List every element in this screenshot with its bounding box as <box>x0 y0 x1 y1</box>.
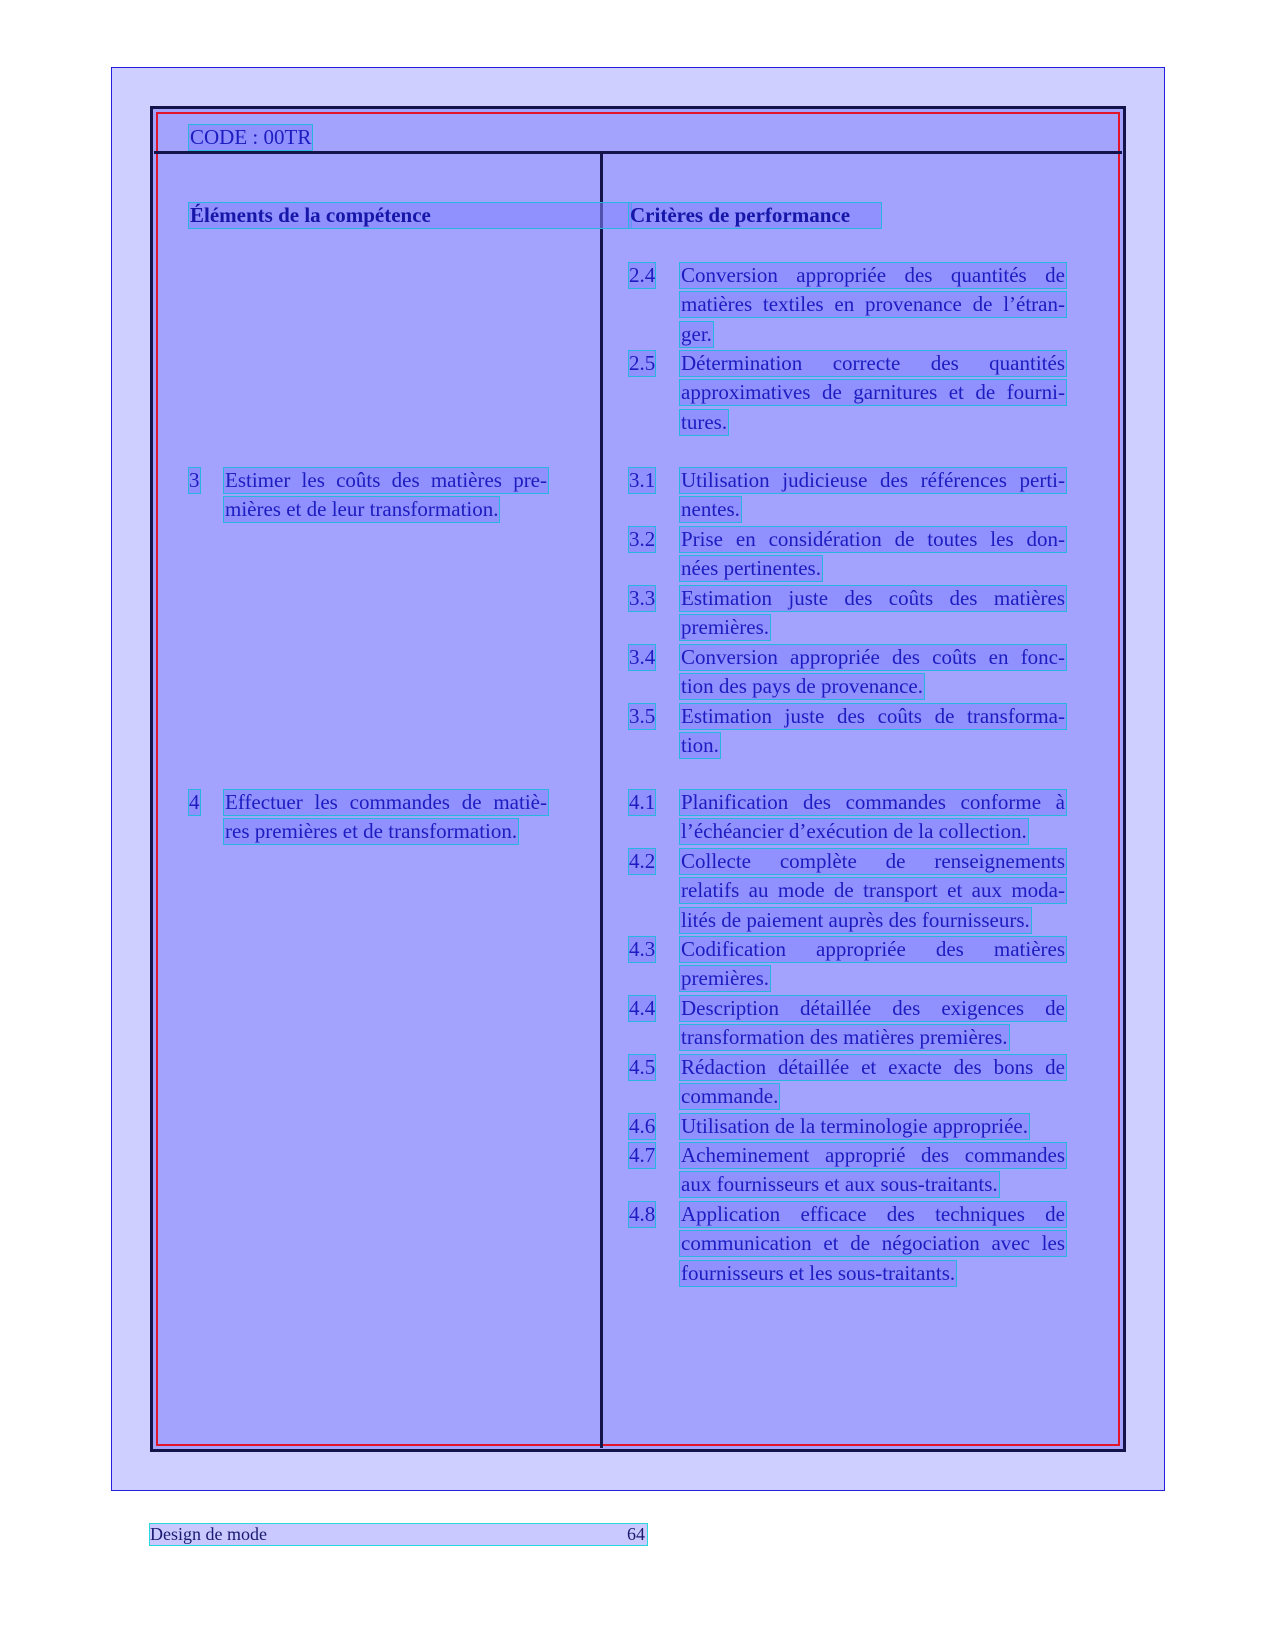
criterion-line: Utilisation judicieuse des références perti- <box>681 468 1065 492</box>
header-criteria: Critères de performance <box>629 203 881 228</box>
page-footer <box>150 1524 647 1545</box>
criterion-line: communication et de négociation avec les <box>681 1231 1065 1256</box>
criterion-line: Description détaillée des exigences de <box>681 996 1065 1020</box>
criterion-number: 3.2 <box>629 527 656 551</box>
criterion-line: nentes. <box>681 497 740 522</box>
element-line: mières et de leur transformation. <box>225 497 499 522</box>
criterion-line: Estimation juste des coûts de transforma- <box>681 704 1065 728</box>
criterion-number: 4.1 <box>629 790 656 814</box>
criterion-line: Acheminement approprié des commandes <box>681 1143 1065 1167</box>
criterion-number: 4.4 <box>629 996 656 1020</box>
criterion-line: commande. <box>681 1084 779 1109</box>
criterion-line: matières textiles en provenance de l’étran- <box>681 292 1065 317</box>
criterion-line: Prise en considération de toutes les don- <box>681 527 1065 551</box>
criterion-line: tures. <box>681 409 728 434</box>
criterion-line: tion. <box>681 733 719 758</box>
criterion-line: approximatives de garnitures et de fourni- <box>681 380 1065 405</box>
element-line: res premières et de transformation. <box>225 819 518 844</box>
criterion-line: lités de paiement auprès des fournisseurs. <box>681 907 1030 932</box>
criterion-line: Estimation juste des coûts des matières <box>681 586 1065 610</box>
criterion-line: premières. <box>681 615 770 640</box>
element-number: 4 <box>189 790 200 814</box>
criterion-line: Détermination correcte des quantités <box>681 351 1065 375</box>
code-label: CODE : 00TR <box>190 125 312 149</box>
criterion-number: 4.2 <box>629 849 656 873</box>
criterion-line: premières. <box>681 966 770 991</box>
criterion-number: 4.7 <box>629 1143 656 1167</box>
criterion-number: 2.4 <box>629 263 656 287</box>
criterion-number: 4.3 <box>629 937 656 961</box>
criterion-line: Conversion appropriée des quantités de <box>681 263 1065 287</box>
header-elements: Éléments de la compétence <box>189 203 631 228</box>
criterion-number: 4.6 <box>629 1114 656 1138</box>
criterion-number: 3.1 <box>629 468 656 492</box>
criterion-number: 3.3 <box>629 586 656 610</box>
element-line: Effectuer les commandes de matiè- <box>225 790 547 814</box>
criterion-line: ger. <box>681 321 712 346</box>
element-line: Estimer les coûts des matières pre- <box>225 468 547 492</box>
criterion-line: Rédaction détaillée et exacte des bons de <box>681 1055 1065 1079</box>
column-divider <box>600 154 603 1448</box>
criterion-line: nées pertinentes. <box>681 556 821 581</box>
criterion-number: 2.5 <box>629 351 656 375</box>
criterion-line: Conversion appropriée des coûts en fonc- <box>681 645 1065 669</box>
criterion-line: fournisseurs et les sous-traitants. <box>681 1260 956 1285</box>
criterion-line: aux fournisseurs et aux sous-traitants. <box>681 1172 998 1197</box>
criterion-number: 3.5 <box>629 704 656 728</box>
criterion-line: Planification des commandes conforme à <box>681 790 1065 814</box>
criterion-line: relatifs au mode de transport et aux moda- <box>681 878 1065 903</box>
criterion-line: tion des pays de provenance. <box>681 674 924 699</box>
criterion-number: 3.4 <box>629 645 656 669</box>
criterion-line: Utilisation de la terminologie appropriée. <box>681 1114 1028 1138</box>
page-number: 64 <box>627 1524 645 1544</box>
criterion-line: Codification appropriée des matières <box>681 937 1065 961</box>
element-number: 3 <box>189 468 200 492</box>
criterion-number: 4.5 <box>629 1055 656 1079</box>
criterion-number: 4.8 <box>629 1202 656 1226</box>
criterion-line: l’échéancier d’exécution de la collection. <box>681 819 1027 844</box>
criterion-line: Application efficace des techniques de <box>681 1202 1065 1226</box>
criterion-line: transformation des matières premières. <box>681 1025 1008 1050</box>
criterion-line: Collecte complète de renseignements <box>681 849 1065 873</box>
footer-title: Design de mode <box>150 1524 267 1544</box>
